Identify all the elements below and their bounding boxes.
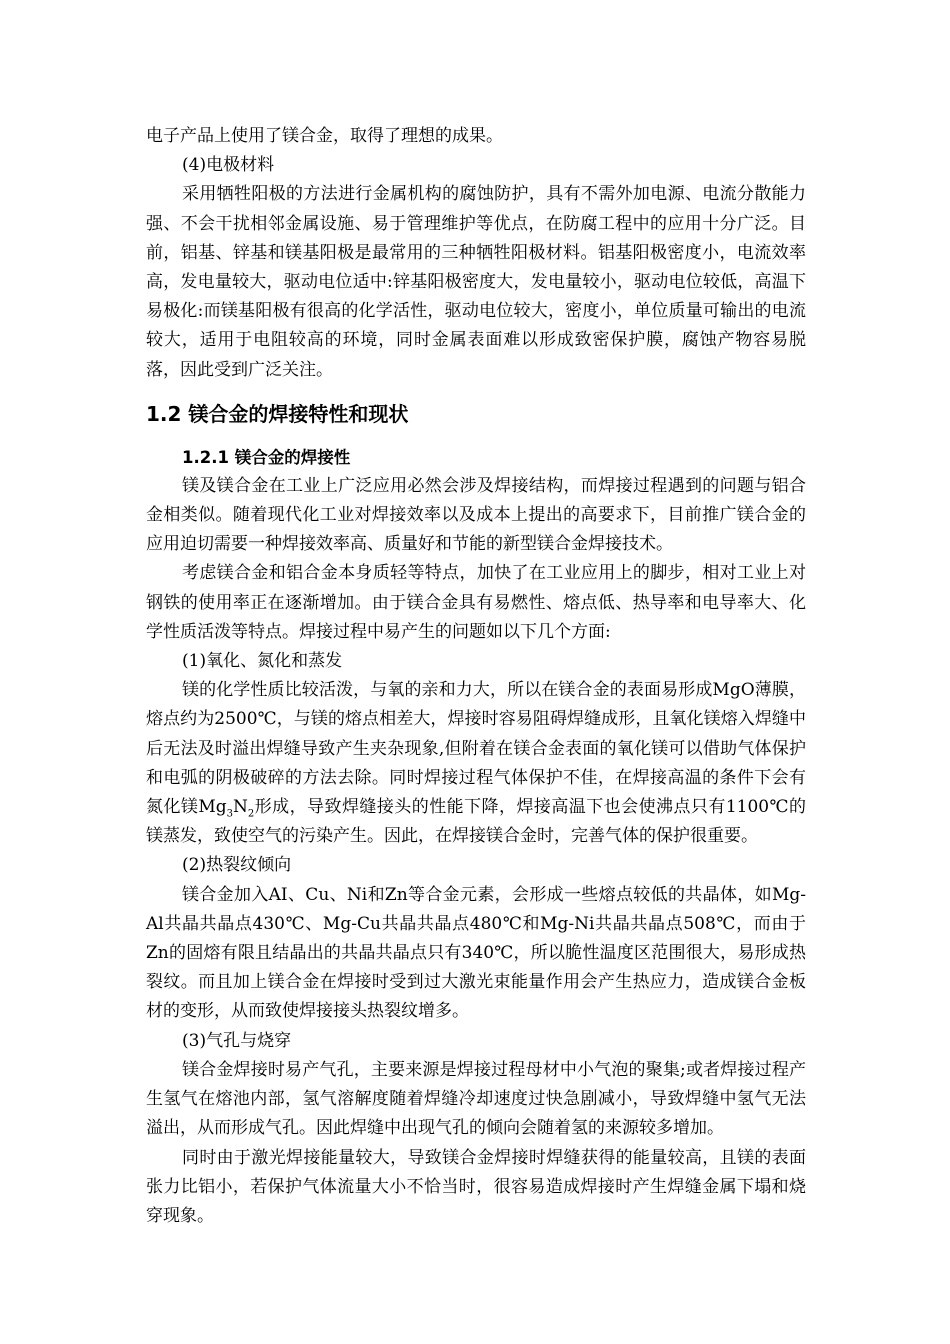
section-heading: 1.2 镁合金的焊接特性和现状 [146, 401, 409, 426]
subscript-2: 2 [247, 808, 255, 820]
item-3-title: (3)气孔与烧穿 [182, 1030, 292, 1051]
item-1-title: (1)氧化、氮化和蒸发 [182, 651, 343, 672]
subscript-3: 3 [226, 808, 234, 820]
oxidation-text-b: N [233, 797, 248, 818]
oxidation-text-a: 镁的化学性质比较活泼，与氧的亲和力大，所以在镁合金的表面易形成MgO薄膜，熔点约为2500℃，与镁的熔点相差大，焊接时容易阻碍焊缝成形，且氧化镁熔入焊缝中后无法及时溢出焊缝导致产生夹杂现象,但附着在镁合金表面的氧化镁可以借助气体保护和电弧的阴极破碎的方法去除。同时焊接过程气体保护不佳，在焊接高温的条件下会有氮化镁Mg [146, 680, 806, 818]
oxidation-text-c: 形成，导致焊缝接头的性能下降，焊接高温下也会使沸点只有1100℃的镁蒸发，致使空气的污染产生。因此，在焊接镁合金时，完善气体的保护很重要。 [146, 797, 806, 847]
paragraph-burn-through: 同时由于激光焊接能量较大，导致镁合金焊接时焊缝获得的能量较高，且镁的表面张力比铝小，若保护气体流量大小不恰当时，很容易造成焊接时产生焊缝金属下塌和烧穿现象。 [146, 1147, 806, 1226]
paragraph-weldability-1: 镁及镁合金在工业上广泛应用必然会涉及焊接结构，而焊接过程遇到的问题与铝合金相类似。随着现代化工业对焊接效率以及成本上提出的高要求下，目前推广镁合金的应用迫切需要一种焊接效率高、质量好和节能的新型镁合金焊接技术。 [146, 475, 806, 555]
paragraph-oxidation [146, 676, 806, 851]
paragraph-weldability-2: 考虑镁合金和铝合金本身质轻等特点，加快了在工业应用上的脚步，相对工业上对钢铁的使用率正在逐渐增加。由于镁合金具有易燃性、熔点低、热导率和电导率大、化学性质活泼等特点。焊接过程中易产生的问题如以下几个方面: [146, 563, 806, 642]
paragraph-intro: 电子产品上使用了镁合金，取得了理想的成果。 [146, 126, 503, 146]
subsection-heading: 1.2.1 镁合金的焊接性 [182, 447, 351, 467]
document-page [146, 122, 806, 1231]
paragraph-electrode-materials: 采用牺牲阳极的方法进行金属机构的腐蚀防护，具有不需外加电源、电流分散能力强、不会干扰相邻金属设施、易于管理维护等优点，在防腐工程中的应用十分广泛。目前，铝基、锌基和镁基阳极是最常用的三种牺牲阳极材料。铝基阳极密度小，电流效率高，发电量较大，驱动电位适中:锌基阳极密度大，发电量较小，驱动电位较低，高温下易极化:而镁基阳极有很高的化学活性，驱动电位较大，密度小，单位质量可输出的电流较大，适用于电阻较高的环境，同时金属表面难以形成致密保护膜，腐蚀产物容易脱落，因此受到广泛关注。 [146, 184, 806, 380]
paragraph-porosity: 镁合金焊接时易产气孔，主要来源是焊接过程母材中小气泡的聚集;或者焊接过程产生氢气在熔池内部，氢气溶解度随着焊缝冷却速度过快急剧减小，导致焊缝中氢气无法溢出，从而形成气孔。因此焊缝中出现气孔的倾向会随着氢的来源较多增加。 [146, 1059, 806, 1139]
item-2-title: (2)热裂纹倾向 [182, 855, 292, 876]
paragraph-hot-crack: 镁合金加入AI、Cu、Ni和Zn等合金元素，会形成一些熔点较低的共晶体，如Mg-Al共晶共晶点430℃、Mg-Cu共晶共晶点480℃和Mg-Ni共晶共晶点508℃，而由于Zn的固熔有限且结晶出的共晶共晶点只有340℃，所以脆性温度区范围很大，易形成热裂纹。而且加上镁合金在焊接时受到过大激光束能量作用会产生热应力，造成镁合金板材的变形，从而致使焊接接头热裂纹增多。 [146, 884, 806, 1022]
item-4-title: (4)电极材料 [182, 155, 275, 176]
